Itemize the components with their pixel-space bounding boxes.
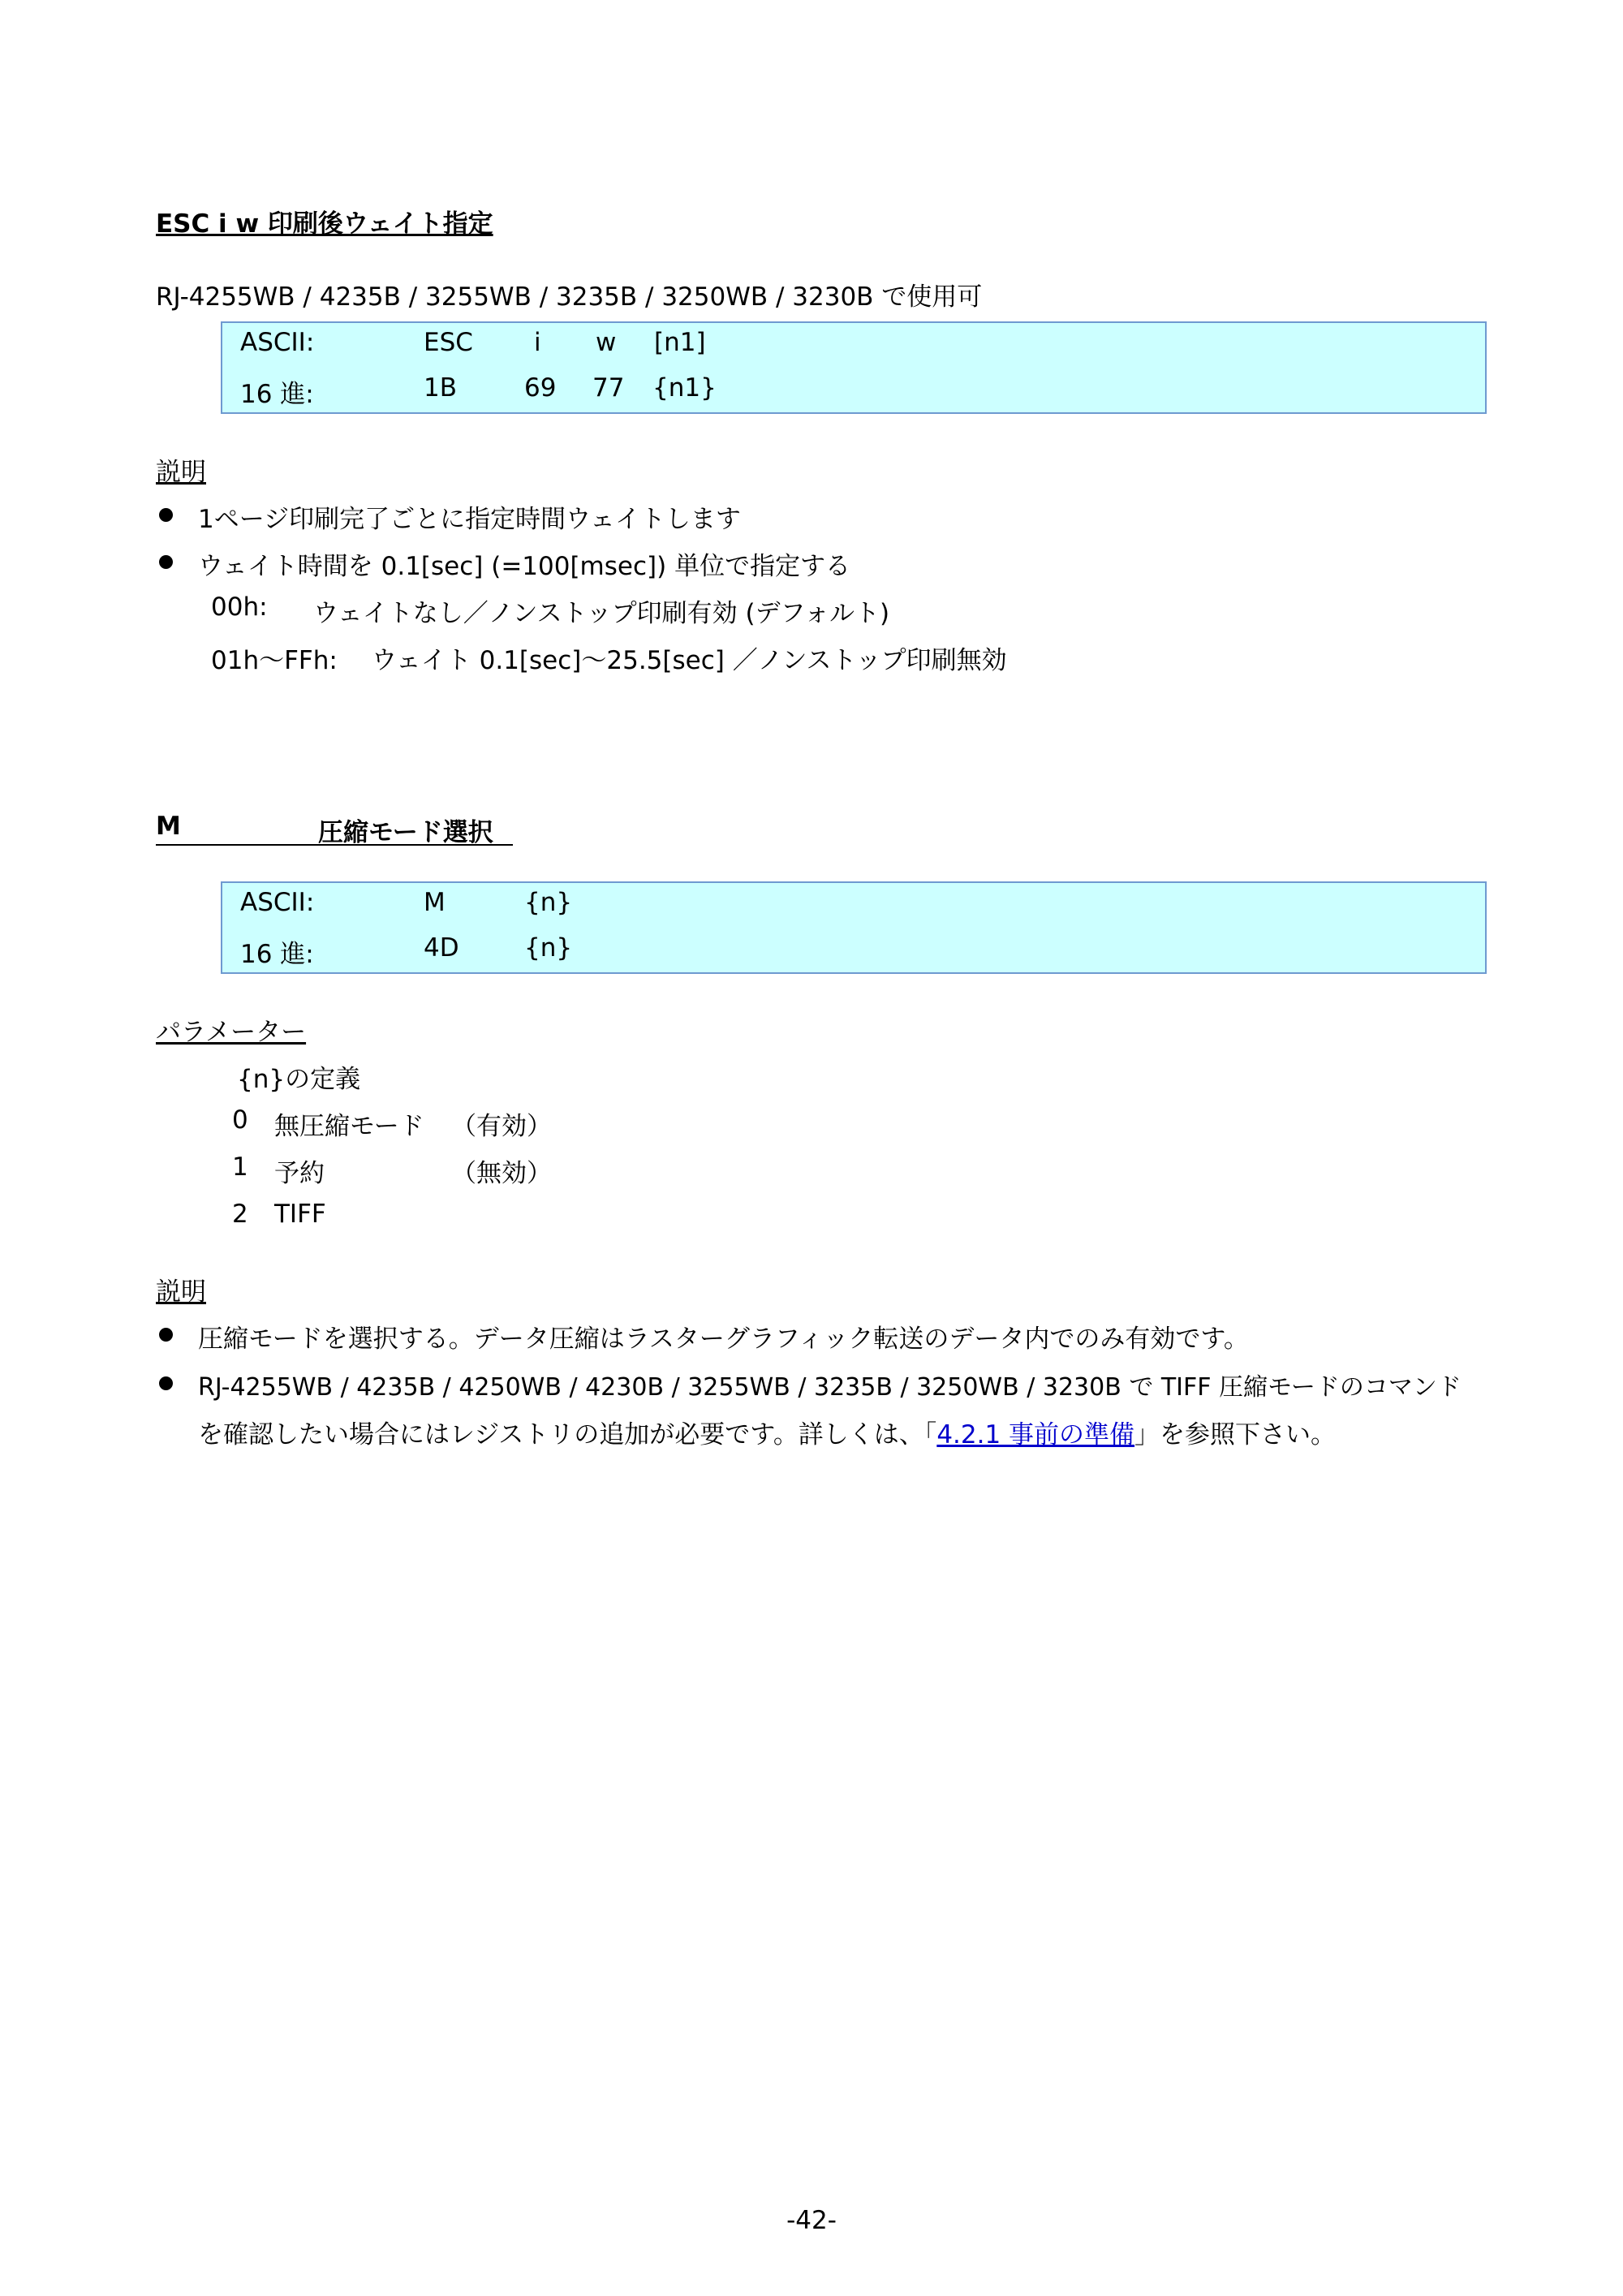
bullet-icon	[159, 508, 173, 522]
section2-param-label: パラメーター	[156, 1018, 307, 1047]
hex-69: 69	[524, 373, 557, 403]
param-definition: {n}の定義	[237, 1065, 361, 1094]
hex-label: 16 進:	[240, 940, 314, 969]
section1-title: ESC i w 印刷後ウェイト指定	[156, 209, 493, 239]
bullet-icon	[159, 1328, 173, 1342]
option-key-00h: 00h:	[211, 592, 268, 622]
section1-models: RJ-4255WB / 4235B / 3255WB / 3235B / 3250WB / 3230B で使用可	[156, 282, 983, 312]
hex-4d: 4D	[424, 933, 459, 963]
ascii-esc: ESC	[424, 328, 473, 357]
section2-title-name: 圧縮モード選択	[318, 818, 493, 847]
ascii-w: w	[596, 328, 617, 357]
bullet-2-post-text: 」を参照下さい。	[1134, 1420, 1337, 1450]
bullet-icon	[159, 555, 173, 569]
ascii-label: ASCII:	[240, 888, 315, 917]
section2-bullet-1: 圧縮モードを選択する。データ圧縮はラスターグラフィック転送のデータ内でのみ有効です。	[198, 1325, 1249, 1354]
param-0-name: 無圧縮モード	[274, 1112, 424, 1141]
hex-1b: 1B	[424, 373, 457, 403]
page-number: -42-	[786, 2206, 837, 2235]
ascii-label: ASCII:	[240, 328, 315, 357]
hex-n: {n}	[524, 933, 573, 963]
section2-desc-label: 説明	[156, 1277, 206, 1307]
option-value-00h: ウェイトなし／ノンストップ印刷有効 (デフォルト)	[313, 599, 890, 628]
param-0-note: （有効）	[451, 1112, 552, 1141]
ascii-m: M	[424, 888, 446, 917]
bullet-icon	[159, 1376, 173, 1390]
hex-label: 16 進:	[240, 380, 314, 409]
section1-command-table	[221, 321, 1487, 414]
reference-link-preparation[interactable]: 4.2.1 事前の準備	[936, 1420, 1135, 1450]
ascii-n: {n}	[524, 888, 573, 917]
section1-bullet-2: ウェイト時間を 0.1[sec] (=100[msec]) 単位で指定する	[198, 552, 851, 581]
param-0-num: 0	[232, 1105, 248, 1135]
param-1-note: （無効）	[451, 1159, 552, 1188]
section1-desc-label: 説明	[156, 458, 206, 487]
bullet-2-pre-text: を確認したい場合にはレジストリの追加が必要です。詳しくは、「	[198, 1420, 937, 1450]
hex-77: 77	[592, 373, 625, 403]
param-1-num: 1	[232, 1152, 248, 1182]
ascii-n1: [n1]	[654, 328, 706, 357]
option-value-01h: ウェイト 0.1[sec]～25.5[sec] ／ノンストップ印刷無効	[372, 646, 1007, 675]
hex-n1: {n1}	[652, 373, 717, 403]
section2-command-table	[221, 881, 1487, 974]
section2-bullet-2-line2	[198, 1414, 1336, 1450]
param-1-name: 予約	[274, 1159, 325, 1188]
param-2-num: 2	[232, 1200, 248, 1229]
param-2-name: TIFF	[274, 1200, 326, 1229]
ascii-i: i	[534, 328, 541, 357]
option-key-01h: 01h～FFh:	[211, 646, 338, 675]
section2-bullet-2-line1: RJ-4255WB / 4235B / 4250WB / 4230B / 3255WB / 3235B / 3250WB / 3230B で TIFF 圧縮モードのコマンド	[198, 1373, 1462, 1402]
section1-bullet-1: 1ページ印刷完了ごとに指定時間ウェイトします	[198, 505, 741, 534]
section2-title-cmd: M	[156, 812, 181, 841]
